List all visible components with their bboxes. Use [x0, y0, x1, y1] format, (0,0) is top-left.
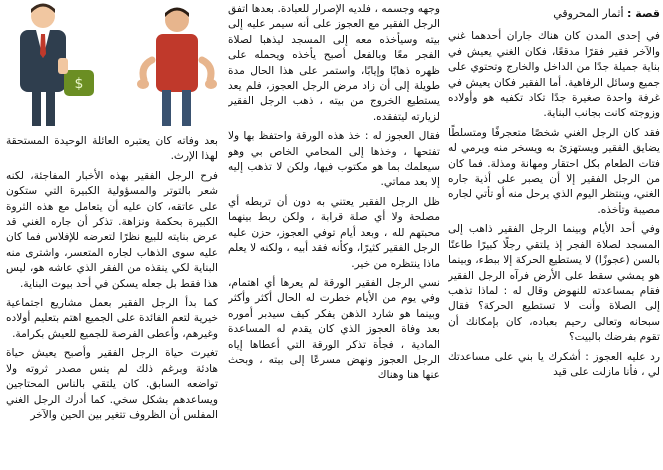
svg-text:$: $ — [74, 76, 84, 92]
column-middle — [228, 0, 440, 470]
paragraph: تغيرت حياة الرجل الفقير وأصبح يعيش حياة هادئة وبرغم ذلك لم ينس مصدر ثروته ولا تواضعه السابق. كان يلتقي بالناس المحتاجين ويساعدهم بشكل سخي. كما أدرك الرجل الغني المفلس أن الظروف تتغير بين الحين والآخر — [6, 347, 218, 421]
paragraph: رد عليه العجوز : أشكرك يا بني على مساعدتك لي ، فأنا مازلت على قيد — [448, 350, 660, 378]
paragraph: كما بدأ الرجل الفقير بعمل مشاريع اجتماعية خيرية لتعم الفائدة على الجميع اهتم بتعليم أولاده وغيرهم، وأعطى الفرصة للجميع للعيش بكرامة. — [6, 297, 218, 340]
paragraph: وجهه وجسمه ، فلديه الإصرار للعبادة. بعدها اتفق الرجل الفقير مع العجوز على أنه سيمر عليه إلى بيته وسيأخذه معه إلى المسجد ليذهبا لصلاة الفجر معًا وبالفعل أصبح يأخذه ويحمله على ظهره ذهابًا وإيابًا، واستمر على هذا الحال مدة طويلة إلى أن زاد مرض الرجل العجوز، فلم يعد يستطيع الخروج من بيته ، ذهب الرجل الفقير لزيارته ليتفقده. — [228, 3, 440, 123]
paragraph: فرح الرجل الفقير بهذه الأخبار المفاجئة، لكنه شعر بالتوتر والمسؤولية الكبيرة التي ستكون على عاتقه، كان عليه أن يتعامل مع هذه الثروة الكبيرة بحكمة ونزاهة. تذكر أن جاره الغني قد عرض بنايته للبيع نظرًا لتعرضه للإفلاس فما كان عليه سوى الذهاب لجاره المتعسر، واشترى منه البناية لكي ينقذه من الفقر الذي عاشه هو، ليس هذا فقط بل جعله يسكن في أحد بيوت البناية. — [6, 169, 218, 290]
column-left-text — [6, 134, 218, 427]
author-name: أثمار المحروقي — [553, 7, 624, 20]
paragraph: نسي الرجل الفقير الورقة لم يعرها أي اهتمام، وفي يوم من الأيام خطرت له الحال أكثر وأكثر وبينما هو شارد الذهن يفكر كيف سيدبر أموره بعد وفاة العجوز الذي كان يقدم له المساعدة المادية ، فجأة تذكر الورقة التي أعطاها إياه الرجل العجوز ونهض مسرعًا إلى بيته ، وبحث عنها هنا وهناك — [228, 276, 440, 382]
rich-man-figure — [20, 4, 94, 127]
paragraph: فقال العجوز له : خذ هذه الورقة واحتفظ بها ولا تفتحها ، وخذها إلى المحامي الخاص بي وهو سيعلمك بما هو مكتوب فيها، ولكن لا تذهب إليه إلا بعد مماتي. — [228, 130, 440, 189]
paragraph: ظل الرجل الفقير يعتني به دون أن تربطه أي مصلحة ولا أي صلة قرابة ، ولكن ربط بينهما محبتهم لله ، وبعد أيام توفي العجوز، حزن عليه الرجل الفقير كثيرًا، وكأنه فقد أبيه ، ولكنه لا يعلم ماذا ينتظره من خير. — [228, 195, 440, 270]
column-left — [6, 0, 218, 470]
paragraph: بعد وفاته كان يعتبره العائلة الوحيدة المستحقة لهذا الإرث. — [6, 135, 218, 163]
column-right — [448, 0, 660, 470]
paragraph: في إحدى المدن كان هناك جاران أحدهما غني والآخر فقير فقرًا مدقعًا، فكان الغني يعيش في بناية جميلة جدًا من الداخل والخارج وتحتوي على جميع وسائل الرفاهية. أما الفقير فكان يعيش في غرفة واحدة صغيرة جدًا تكاد تكفيه هو وأولاده وزوجته كانت بجانب البناية. — [448, 30, 660, 120]
byline-label: قصة : — [627, 7, 660, 20]
poor-man-figure — [137, 8, 217, 127]
paragraph: فقد كان الرجل الغني شخصًا متعجرفًا ومتسلطًا يضايق الفقير ويستهزئ به ويسخر منه ويرمي له فتات الطعام بكل احتقار ومهانة ومذلة. فما كان من الرجل الفقير إلا أن يصبر على أذية جاره الغني، وينتظر اليوم الذي يرحل منه أو تأتي لجاره مصيبة وتأخذه. — [448, 126, 660, 216]
rich-poor-illustration — [6, 0, 218, 128]
byline — [448, 6, 660, 21]
paragraph: وفي أحد الأيام وبينما الرجل الفقير ذاهب إلى المسجد لصلاة الفجر إذ يلتقي رجلًا كبيرًا طاعنًا بالسن (عجوزًا) لا يستطيع الحركة إلا ببطء، وبينما هو يمشي سقط على الأرض فرآه الرجل الفقير فقام بمساعدته للنهوض وقال له : لماذا تذهب إلى الصلاة وأنت لا تستطيع الحركة؟ فقال سبحانه وتعالى رحيم بعباده، كان بإمكانك أن تقوم بفرضك بالبيت؟ — [448, 223, 660, 344]
